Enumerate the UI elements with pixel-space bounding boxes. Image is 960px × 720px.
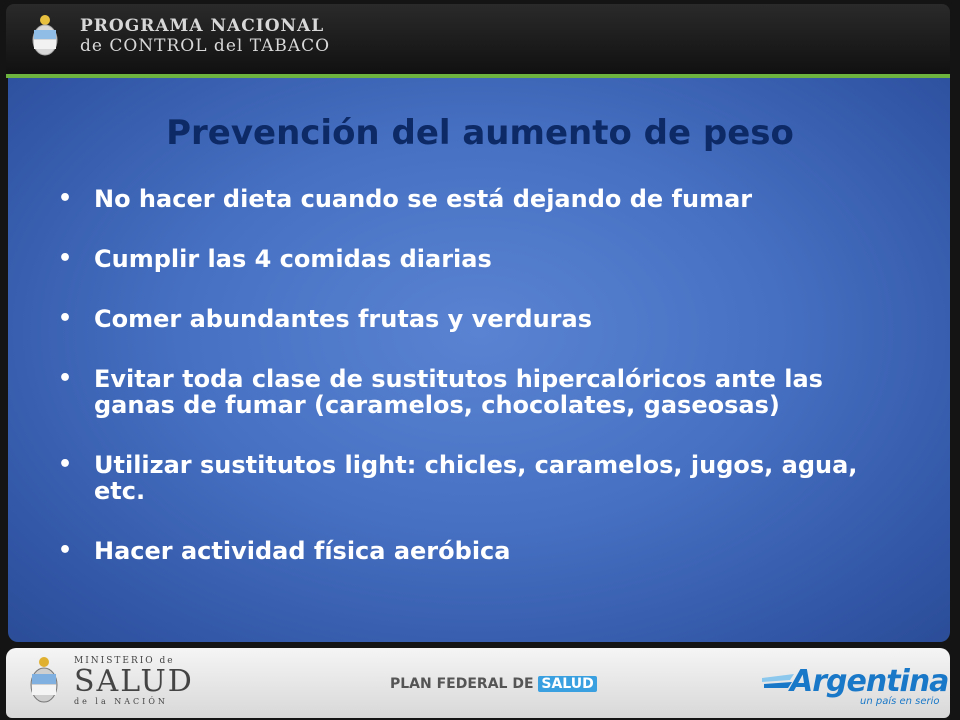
bullet-list <box>58 186 898 598</box>
bullet-icon: • <box>58 246 73 271</box>
national-shield-icon <box>30 14 60 58</box>
bullet-text: No hacer dieta cuando se está dejando de fumar <box>94 185 753 213</box>
bullet-item <box>58 538 898 564</box>
plan-highlight: SALUD <box>538 676 596 692</box>
bullet-text: Cumplir las 4 comidas diarias <box>94 245 492 273</box>
bullet-icon: • <box>58 538 73 563</box>
argentina-wordmark: Argentina <box>790 664 949 699</box>
bullet-icon: • <box>58 306 73 331</box>
ministry-label-main: SALUD <box>74 664 194 699</box>
ministry-shield-icon <box>28 655 60 705</box>
slide-title: Prevención del aumento de peso <box>166 113 794 153</box>
bullet-item <box>58 246 898 272</box>
argentina-tagline: un país en serio <box>860 696 940 707</box>
bullet-text: Evitar toda clase de sustitutos hipercalóricos ante las ganas de fumar (caramelos, chocolates, gaseosas) <box>94 365 823 419</box>
bullet-item <box>58 186 898 212</box>
plan-federal-logo <box>390 676 597 692</box>
bullet-icon: • <box>58 366 73 391</box>
bullet-item <box>58 366 898 418</box>
bullet-icon: • <box>58 452 73 477</box>
program-name-line1: PROGRAMA NACIONAL <box>80 16 325 36</box>
ministry-label-bottom: de la NACIÓN <box>74 697 168 706</box>
bullet-text: Hacer actividad física aeróbica <box>94 537 511 565</box>
bullet-item <box>58 306 898 332</box>
program-name-line2: de CONTROL del TABACO <box>80 36 331 56</box>
ministry-label-top: MINISTERIO de <box>74 656 175 666</box>
bullet-text: Utilizar sustitutos light: chicles, caramelos, jugos, agua, etc. <box>94 451 858 505</box>
bullet-item <box>58 452 898 504</box>
plan-prefix: PLAN FEDERAL DE <box>390 676 534 692</box>
bullet-text: Comer abundantes frutas y verduras <box>94 305 592 333</box>
bullet-icon: • <box>58 186 73 211</box>
